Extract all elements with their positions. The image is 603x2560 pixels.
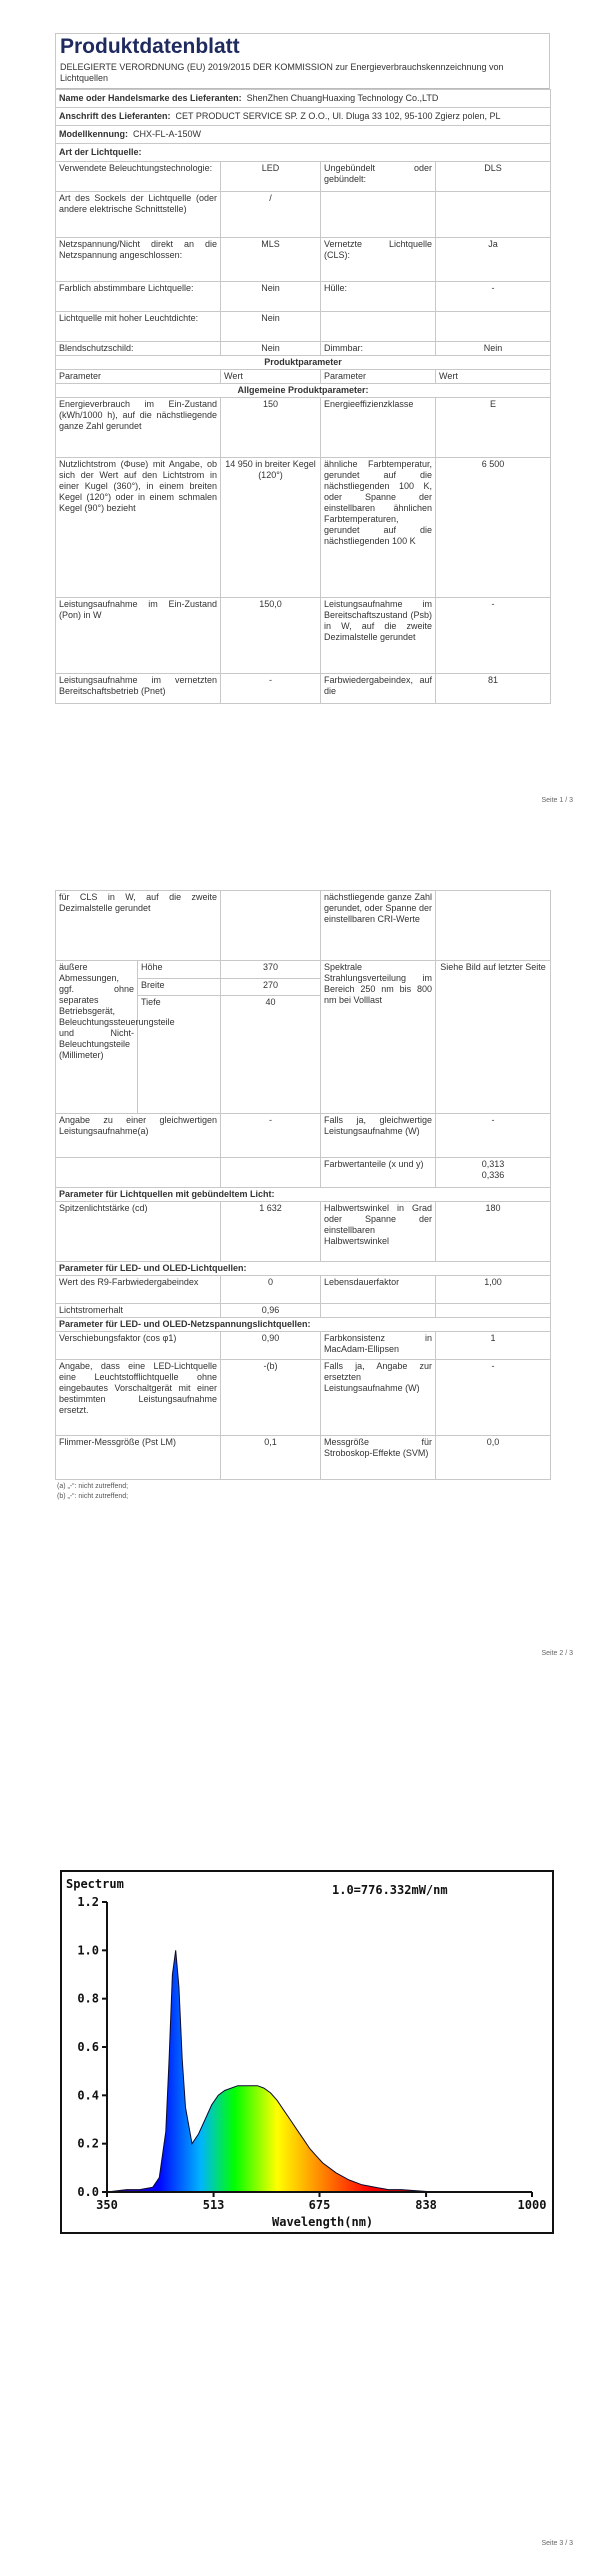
displacement-factor-label: Verschiebungsfaktor (cos φ1): [56, 1332, 221, 1360]
supplier-row: [56, 90, 551, 108]
fluorescent-claim-label: Angabe, dass eine LED-Lichtquelle eine Leuchtstofflichtquelle ohne eingebautes Vorschaltgerät mit einer bestimmten Leistungsaufnahme ersetzt.: [56, 1360, 221, 1436]
y-tick-label: 0.8: [77, 1991, 99, 2006]
high-luminance-label: Lichtquelle mit hoher Leuchtdichte:: [56, 312, 221, 342]
lumen-maintenance-label: Lichtstromerhalt: [56, 1304, 221, 1318]
chart-annotation: 1.0=776.332mW/nm: [332, 1883, 448, 1897]
mains-value: MLS: [221, 238, 321, 282]
beam-angle-label: Halbwertswinkel in Grad oder Spanne der einstellbaren Halbwertswinkel: [321, 1202, 436, 1262]
equiv-power-value: -: [221, 1114, 321, 1158]
dim-width-label: Breite: [138, 978, 221, 996]
model-label: Modellkennung:: [59, 129, 128, 139]
supplier-label: Name oder Handelsmarke des Lieferanten:: [59, 93, 242, 103]
empty-cell: [436, 192, 551, 238]
general-params-header: Allgemeine Produktparameter:: [56, 384, 551, 398]
address-row: [56, 108, 551, 126]
survival-factor-label: Lebensdauerfaktor: [321, 1276, 436, 1304]
empty-cell: [221, 891, 321, 961]
cri-label: Farbwiedergabeindex, auf die: [321, 674, 436, 704]
chromaticity-label: Farbwertanteile (x und y): [321, 1158, 436, 1188]
standby-power-value: -: [436, 598, 551, 674]
y-tick-label: 0.4: [77, 2088, 99, 2103]
tunable-label: Farblich abstimmbare Lichtquelle:: [56, 282, 221, 312]
networked-standby-label-cont: für CLS in W, auf die zweite Dezimalstelle gerundet: [56, 891, 221, 961]
replaced-power-value: -: [436, 1360, 551, 1436]
useful-flux-value: 14 950 in breiter Kegel (120°): [221, 458, 321, 598]
address-value: CET PRODUCT SERVICE SP. Z O.O., Ul. Dluga 33 102, 95-100 Zgierz polen, PL: [175, 111, 501, 121]
dim-width-value: 270: [221, 978, 321, 996]
tunable-value: Nein: [221, 282, 321, 312]
anti-glare-value: Nein: [221, 342, 321, 356]
stroboscopic-label: Messgröße für Stroboskop-Effekte (SVM): [321, 1436, 436, 1480]
dim-height-label: Höhe: [138, 961, 221, 979]
replaced-power-label: Falls ja, Angabe zur ersetzten Leistungsaufnahme (W): [321, 1360, 436, 1436]
col-param-header: Parameter: [56, 370, 221, 384]
useful-flux-label: Nutzlichtstrom (Φuse) mit Angabe, ob sich der Wert auf den Lichtstrom in einer Kugel (360°), in einem breiten Kegel (120°) oder in einem schmalen Kegel (90°) bezieht: [56, 458, 221, 598]
empty-cell: [56, 1158, 221, 1188]
x-tick-label: 838: [415, 2198, 437, 2212]
beam-angle-value: 180: [436, 1202, 551, 1262]
stroboscopic-value: 0,0: [436, 1436, 551, 1480]
on-mode-power-label: Leistungsaufnahme im Ein-Zustand (Pon) in W: [56, 598, 221, 674]
peak-intensity-value: 1 632: [221, 1202, 321, 1262]
energy-class-value: E: [436, 398, 551, 458]
energy-consumption-label: Energieverbrauch im Ein-Zustand (kWh/1000 h), auf die nächstliegende ganze Zahl gerundet: [56, 398, 221, 458]
col-param-header: Parameter: [321, 370, 436, 384]
y-tick-label: 1.2: [77, 1895, 99, 1909]
envelope-label: Hülle:: [321, 282, 436, 312]
directional-value: DLS: [436, 162, 551, 192]
empty-cell: [436, 312, 551, 342]
cap-type-value: /: [221, 192, 321, 238]
cct-value: 6 500: [436, 458, 551, 598]
x-tick-label: 350: [96, 2198, 118, 2212]
params-table-continued: [55, 890, 551, 1480]
supplier-table: [55, 89, 551, 704]
footnote-a: (a) „-“: nicht zutreffend;: [57, 1483, 129, 1490]
directional-label: Ungebündelt oder gebündelt:: [321, 162, 436, 192]
envelope-value: -: [436, 282, 551, 312]
colour-consistency-value: 1: [436, 1332, 551, 1360]
dimmable-label: Dimmbar:: [321, 342, 436, 356]
model-value: CHX-FL-A-150W: [133, 129, 202, 139]
tech-label: Verwendete Beleuchtungstechnologie:: [56, 162, 221, 192]
cls-label: Vernetzte Lichtquelle (CLS):: [321, 238, 436, 282]
x-tick-label: 1000: [517, 2198, 547, 2212]
equiv-power-amount-label: Falls ja, gleichwertige Leistungsaufnahme (W): [321, 1114, 436, 1158]
product-params-header: Produktparameter: [56, 356, 551, 370]
lumen-maintenance-value: 0,96: [221, 1304, 321, 1318]
dim-depth-value: 40: [221, 996, 321, 1114]
chart-title: Spectrum: [66, 1877, 124, 1891]
networked-standby-value: -: [221, 674, 321, 704]
spd-value: Siehe Bild auf letzter Seite: [436, 961, 551, 1114]
y-tick-label: 0.2: [77, 2136, 99, 2151]
dim-depth-label: Tiefe: [138, 996, 221, 1114]
high-luminance-value: Nein: [221, 312, 321, 342]
cri-label-cont: nächstliegende ganze Zahl gerundet, oder Spanne der einstellbaren CRI-Werte: [321, 891, 436, 961]
model-row: [56, 126, 551, 144]
empty-cell: [321, 1304, 436, 1318]
led-params-header: Parameter für LED- und OLED-Lichtquellen:: [56, 1262, 551, 1276]
fluorescent-claim-value: -(b): [221, 1360, 321, 1436]
page-3: [0, 1740, 603, 2560]
supplier-value: ShenZhen ChuangHuaxing Technology Co.,LTD: [246, 93, 439, 103]
empty-cell: [436, 891, 551, 961]
spd-label: Spektrale Strahlungsverteilung im Bereich 250 nm bis 800 nm bei Volllast: [321, 961, 436, 1114]
equiv-power-amount-value: -: [436, 1114, 551, 1158]
dim-height-value: 370: [221, 961, 321, 979]
mains-led-params-header: Parameter für LED- und OLED-Netzspannungslichtquellen:: [56, 1318, 551, 1332]
datasheet-page-2: [55, 890, 550, 1502]
address-label: Anschrift des Lieferanten:: [59, 111, 171, 121]
x-tick-label: 513: [202, 2198, 225, 2212]
empty-cell: [321, 192, 436, 238]
col-value-header: Wert: [221, 370, 321, 384]
peak-intensity-label: Spitzenlichtstärke (cd): [56, 1202, 221, 1262]
page-2: [0, 870, 603, 1690]
dimensions-label: äußere Abmessungen, ggf. ohne separates Betriebsgerät, Beleuchtungssteuerungsteile und Nicht-Beleuchtungsteile (Millimeter): [56, 961, 138, 1114]
spectrum-area: [107, 1950, 532, 2192]
page-number: Seite 1 / 3: [541, 797, 573, 804]
cct-label: ähnliche Farbtemperatur, gerundet auf die nächstliegenden 100 K, oder Spanne der einstellbaren ähnlichen Farbtemperaturen, gerundet auf die nächstliegenden 100 K: [321, 458, 436, 598]
page-number: Seite 3 / 3: [541, 2540, 573, 2547]
energy-consumption-value: 150: [221, 398, 321, 458]
r9-value: 0: [221, 1276, 321, 1304]
y-tick-label: 1.0: [77, 1943, 99, 1958]
flicker-value: 0,1: [221, 1436, 321, 1480]
page-number: Seite 2 / 3: [541, 1650, 573, 1657]
x-axis-title: Wavelength(nm): [272, 2215, 374, 2229]
regulation-subtitle: DELEGIERTE VERORDNUNG (EU) 2019/2015 DER KOMMISSION zur Energieverbrauchskennzeichnung von Lichtquellen: [56, 60, 549, 89]
page-1: [0, 0, 603, 820]
y-tick-label: 0.6: [77, 2040, 99, 2054]
footnote-b: (b) „-“: nicht zutreffend;: [57, 1493, 129, 1500]
dimmable-value: Nein: [436, 342, 551, 356]
y-tick-label: 0.0: [77, 2185, 99, 2199]
survival-factor-value: 1,00: [436, 1276, 551, 1304]
colour-consistency-label: Farbkonsistenz in MacAdam-Ellipsen: [321, 1332, 436, 1360]
cri-value: 81: [436, 674, 551, 704]
energy-class-label: Energieeffizienzklasse: [321, 398, 436, 458]
networked-standby-label: Leistungsaufnahme im vernetzten Bereitschaftsbetrieb (Pnet): [56, 674, 221, 704]
anti-glare-label: Blendschutzschild:: [56, 342, 221, 356]
equiv-power-label: Angabe zu einer gleichwertigen Leistungsaufnahme(a): [56, 1114, 221, 1158]
page-title: Produktdatenblatt: [60, 35, 240, 58]
on-mode-power-value: 150,0: [221, 598, 321, 674]
cap-type-label: Art des Sockels der Lichtquelle (oder andere elektrische Schnittstelle): [56, 192, 221, 238]
datasheet-page-1: [55, 33, 550, 704]
mains-label: Netzspannung/Nicht direkt an die Netzspannung angeschlossen:: [56, 238, 221, 282]
empty-cell: [321, 312, 436, 342]
x-tick-label: 675: [308, 2198, 331, 2212]
r9-label: Wert des R9-Farbwiedergabeindex: [56, 1276, 221, 1304]
tech-value: LED: [221, 162, 321, 192]
col-value-header: Wert: [436, 370, 551, 384]
directional-params-header: Parameter für Lichtquellen mit gebündeltem Licht:: [56, 1188, 551, 1202]
flicker-label: Flimmer-Messgröße (Pst LM): [56, 1436, 221, 1480]
light-source-type-header: Art der Lichtquelle:: [56, 144, 551, 162]
cls-value: Ja: [436, 238, 551, 282]
spectrum-chart: [60, 1870, 554, 2234]
empty-cell: [436, 1304, 551, 1318]
empty-cell: [221, 1158, 321, 1188]
standby-power-label: Leistungsaufnahme im Bereitschaftszustand (Psb) in W, auf die zweite Dezimalstelle gerundet: [321, 598, 436, 674]
chromaticity-value: 0,313 0,336: [436, 1158, 551, 1188]
displacement-factor-value: 0,90: [221, 1332, 321, 1360]
spectrum-svg: [62, 1872, 552, 2232]
